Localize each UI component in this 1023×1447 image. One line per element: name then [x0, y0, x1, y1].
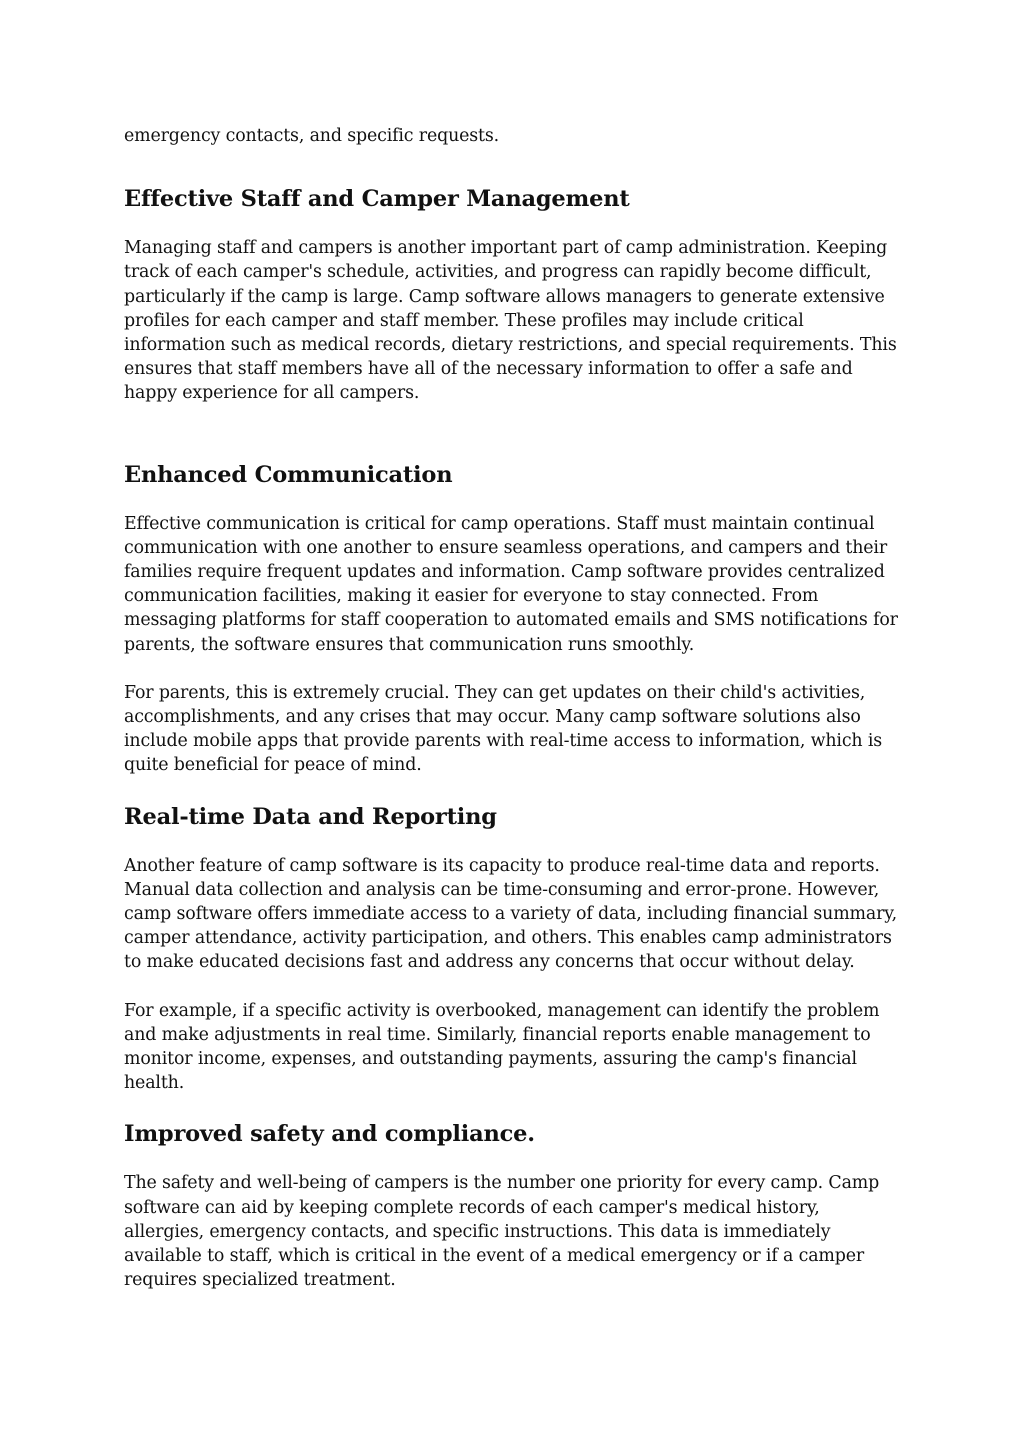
section-heading-staff-management: Effective Staff and Camper Management	[124, 186, 630, 213]
section-paragraph: Effective communication is critical for camp operations. Staff must maintain continual communication with one another to ensure seamless operations, and campers and their families require frequent updates and information. Camp software provides centralized communication facilities, making it easier for everyone to stay connected. From messaging platforms for staff cooperation to automated emails and SMS notifications for parents, the software ensures that communication runs smoothly.	[124, 513, 898, 655]
section-paragraph: For example, if a specific activity is overbooked, management can identify the problem and make adjustments in real time. Similarly, financial reports enable management to monitor income, expenses, and outstanding payments, assuring the camp's financial health.	[124, 1000, 880, 1094]
section-heading-safety-compliance: Improved safety and compliance.	[124, 1121, 535, 1148]
section-heading-communication: Enhanced Communication	[124, 461, 453, 488]
section-paragraph: Another feature of camp software is its capacity to produce real-time data and reports. Manual data collection and analysis can be time-consuming and error-prone. However, camp software offers immediate access to a variety of data, including financial summary, camper attendance, activity participation, and others. This enables camp administrators to make educated decisions fast and address any concerns that occur without delay.	[124, 855, 897, 973]
intro-paragraph-tail: emergency contacts, and specific requests.	[124, 126, 500, 146]
section-paragraph: The safety and well-being of campers is the number one priority for every camp. Camp software can aid by keeping complete records of each camper's medical history, allergies, emergency contacts, and specific instructions. This data is immediately available to staff, which is critical in the event of a medical emergency or if a camper requires specialized treatment.	[124, 1173, 880, 1291]
document-page	[124, 124, 900, 1293]
section-paragraph: Managing staff and campers is another important part of camp administration. Keeping track of each camper's schedule, activities, and progress can rapidly become difficult, particularly if the camp is large. Camp software allows managers to generate extensive profiles for each camper and staff member. These profiles may include critical information such as medical records, dietary restrictions, and special requirements. This ensures that staff members have all of the necessary information to offer a safe and happy experience for all campers.	[124, 238, 897, 404]
section-heading-realtime-data: Real-time Data and Reporting	[124, 803, 497, 830]
section-paragraph: For parents, this is extremely crucial. They can get updates on their child's activities, accomplishments, and any crises that may occur. Many camp software solutions also include mobile apps that provide parents with real-time access to information, which is quite beneficial for peace of mind.	[124, 682, 883, 776]
